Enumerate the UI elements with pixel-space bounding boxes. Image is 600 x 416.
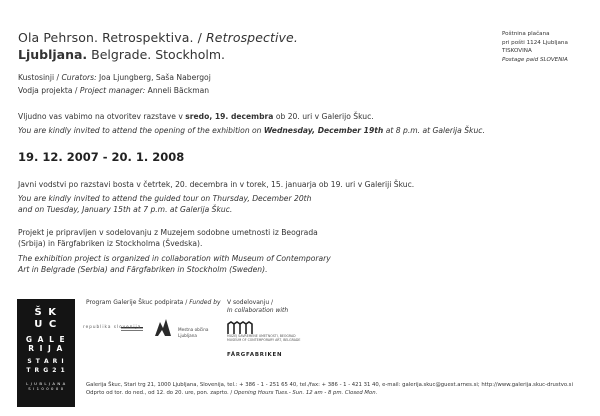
msum-logo-text: MUZEJ SAVREMENE UMETNOSTI, BEOGRAD MUSEUM OF CONTEMPORARY ART, BELGRADE [227,334,301,343]
city-logo-text: Mestna občina Ljubljana [178,327,209,338]
curators-line: Kustosinji / Curators: Joa Ljungberg, Saša Nabergoj [18,73,211,82]
gallery-logo: Š K U C G A L E R I J A S T A R I T R G 2 1 L J U B L J A N A S I 1 0 0 0 0 0 [17,299,75,407]
collaboration-label: V sodelovanju / In collaboration with [227,299,289,314]
exhibition-dates: 19. 12. 2007 - 20. 1. 2008 [18,150,185,164]
ministry-logo-text: republika slovenija [83,324,142,329]
exhibition-cities: Ljubljana. Belgrade. Stockholm. [18,47,225,62]
city-dragon-icon [152,316,174,342]
fargfabriken-logo: FÄRGFABRIKEN [227,352,283,358]
invitation-english: You are kindly invited to attend the opening of the exhibition on Wednesday, December 19th at 8 p.m. at Galerija Škuc. [18,126,485,135]
ministry-logo-icon [83,318,145,340]
footer-hours: Odprto od tor. do ned., od 12. do 20. ure, pon. zaprto. / Opening Hours Tues.- Sun. 12 am - 8 pm. Closed Mon. [86,390,378,396]
guided-tour-slovenian: Javni vodstvi po razstavi bosta v četrtek, 20. decembra in v torek, 15. januarja ob 19. uri v Galeriji Škuc. [18,180,415,189]
funded-by-label: Program Galerije Škuc podpirata / Funded by [86,299,221,306]
guided-tour-english: You are kindly invited to attend the guided tour on Thursday, December 20th and on Tuesday, January 15th at 7 p.m. at Galerija Škuc. [18,194,312,214]
project-info-slovenian: Projekt je pripravljen v sodelovanju z Muzejem sodobne umetnosti iz Beograda (Srbija) in Färgfabriken iz Stockholma (Švedska). [18,228,318,248]
invitation-slovenian: Vljudno vas vabimo na otvoritev razstave v sredo, 19. decembra ob 20. uri v Galerijo Škuc. [18,112,374,121]
footer-address: Galerija Škuc, Stari trg 21, 1000 Ljubljana, Slovenija, tel.: + 386 - 1 - 251 65 40, tel./fax: + 386 - 1 - 421 31 40, e-mail: galerija.skuc@guest.arnes.si; http://www.galerija.skuc-drustvo.si [86,382,573,388]
project-info-english: The exhibition project is organized in collaboration with Museum of Contemporary Art in Belgrade (Serbia) and Färgfabriken in Stockholm (Sweden). [18,254,331,274]
postage-block: Poštnina plačana pri pošti 1124 Ljubljana TISKOVINA Postage paid SLOVENIA [502,31,568,63]
project-manager-line: Vodja projekta / Project manager: Anneli Bäckman [18,86,210,95]
exhibition-title: Ola Pehrson. Retrospektiva. / Retrospective. [18,30,298,45]
